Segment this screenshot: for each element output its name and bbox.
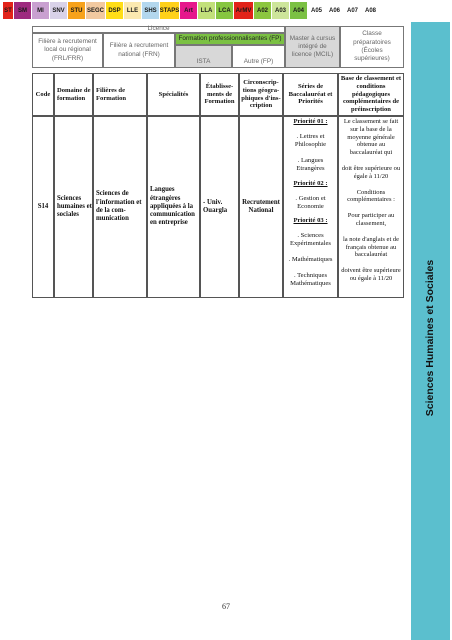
domain-tab-stu[interactable]: STU [68, 2, 85, 19]
header-specialites: Spécialités [147, 73, 200, 116]
domain-tab-snv[interactable]: SNV [50, 2, 67, 19]
domain-tab-sm[interactable]: SM [14, 2, 31, 19]
licence-header: Licence [32, 26, 285, 33]
header-etablissements: Établisse-ments de Formation [200, 73, 239, 116]
header-circonscriptions: Circonscrip-tions géogra-phiques d'ins-cription [239, 73, 283, 116]
cell-etablissement: - Univ. Ouargla [200, 116, 239, 298]
ista-cell: ISTA [175, 45, 232, 68]
header-series: Séries de Baccalauréat et Priorités [283, 73, 338, 116]
domain-tab-bar [3, 2, 380, 19]
formation-table [32, 73, 404, 298]
domain-tab-a02[interactable]: A02 [254, 2, 271, 19]
priority-01-label: Priorité 01 : [293, 118, 328, 125]
header-filieres: Filières de Formation [93, 73, 147, 116]
series-item: . Langues Etrangères [296, 157, 325, 173]
domain-tab-st[interactable]: ST [3, 2, 13, 19]
series-item: . Mathématiques [288, 256, 333, 264]
domain-tab-a03[interactable]: A03 [272, 2, 289, 19]
base-text: Pour participer au classement, [347, 212, 395, 227]
domain-tab-a07[interactable]: A07 [344, 2, 361, 19]
autre-fp-cell: Autre (FP) [232, 45, 285, 68]
domain-tab-lca[interactable]: LCA [216, 2, 233, 19]
cell-circonscription: Recrutement National [239, 116, 283, 298]
base-text: la note d'anglais et de français obtenue au baccalauréat [342, 235, 400, 259]
cell-filiere: Sciences de l'information et de la com-munication [93, 116, 147, 298]
base-text: Conditions complémentaires : [347, 188, 395, 204]
priority-03-label: Priorité 03 : [293, 217, 328, 225]
domain-tab-a06[interactable]: A06 [326, 2, 343, 19]
domain-tab-shs[interactable]: SHS [142, 2, 159, 19]
fp-cell: Formation professionnalisantes (FP) [175, 33, 285, 45]
domain-tab-mi[interactable]: MI [32, 2, 49, 19]
series-item: . Sciences Expérimentales [289, 232, 331, 248]
domain-tab-art[interactable]: Art [180, 2, 197, 19]
cell-code: S14 [32, 116, 54, 298]
cell-base [338, 116, 404, 298]
base-text: doit être supérieure ou égale à 11/20 [341, 164, 401, 180]
frn-cell: Filière à recrutement national (FRN) [103, 33, 175, 68]
series-item: . Lettres et Philosophie [294, 133, 327, 149]
side-title [413, 255, 447, 420]
cell-specialite: Langues étrangères appliquées à la communication en entreprise [147, 116, 200, 298]
header-base: Base de classement et conditions pédagogiques complémentaires de préinscription [338, 73, 404, 116]
priority-02-label: Priorité 02 : [293, 180, 328, 188]
header-domaine: Domaine de formation [54, 73, 93, 116]
domain-tab-a08[interactable]: A08 [362, 2, 379, 19]
series-item: . Techniques Mathématiques [290, 272, 331, 288]
domain-tab-a05[interactable]: A05 [308, 2, 325, 19]
domain-tab-lla[interactable]: LLA [198, 2, 215, 19]
frl-cell: Filière à recrutement local ou régional (FRL/FRR) [32, 33, 103, 68]
base-text: doivent être supérieure ou égale à 11/20 [341, 267, 401, 282]
base-text: Le classement se fait sur la base de la moyenne générale obtenue au baccalauréat qui [343, 118, 399, 157]
domain-tab-armv[interactable]: ArMV [234, 2, 253, 19]
classe-prep-cell: Classe préparatoires (Écoles supérieures) [340, 26, 404, 68]
cell-domaine: Sciences humaines et sociales [54, 116, 93, 298]
side-title-text: Sciences Humaines et Sociales [424, 259, 437, 416]
domain-tab-segc[interactable]: SEGC [86, 2, 105, 19]
domain-tab-dsp[interactable]: DSP [106, 2, 123, 19]
domain-tab-lle[interactable]: LLE [124, 2, 141, 19]
category-header [32, 26, 404, 68]
domain-tab-a04[interactable]: A04 [290, 2, 307, 19]
page-number: 67 [222, 602, 230, 611]
mcil-cell: Master à cursus intégré de licence (MCIL) [285, 26, 340, 68]
cell-series [283, 116, 338, 298]
domain-tab-staps[interactable]: STAPS [160, 2, 179, 19]
header-code: Code [32, 73, 54, 116]
series-item: . Gestion et Economie [295, 195, 326, 211]
